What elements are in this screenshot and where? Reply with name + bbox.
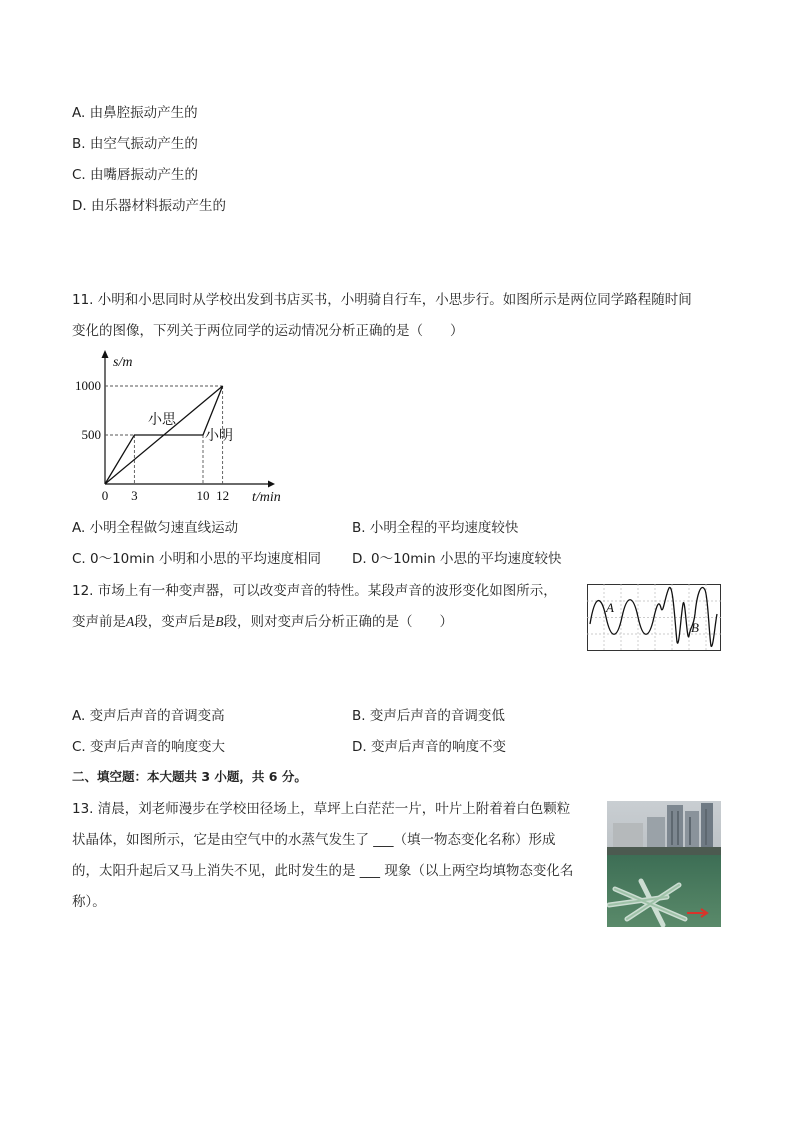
frost-grass-photo [607, 801, 721, 927]
q10-option-b: B. 由空气振动产生的 [72, 136, 198, 152]
q11-option-c: C. 0～10min 小明和小思的平均速度相同 [72, 551, 322, 567]
x-tick-label-10: 10 [196, 488, 210, 503]
q13-line2: 状晶体，如图所示，它是由空气中的水蒸气发生了 ___（填一物态变化名称）形成 [72, 832, 556, 848]
waveform-label-a: A [606, 600, 614, 615]
x-tick-label-3: 3 [131, 488, 138, 503]
section-heading-fill-in: 二、填空题：本大题共 3 小题，共 6 分。 [72, 769, 307, 784]
series-label-xiaosi: 小思 [148, 412, 176, 428]
series-label-xiaoming: 小明 [205, 428, 233, 444]
q11-option-a: A. 小明全程做匀速直线运动 [72, 520, 239, 536]
y-axis-arrow [102, 350, 109, 358]
q12-option-b: B. 变声后声音的音调变低 [352, 708, 505, 724]
y-tick-label-1000: 1000 [75, 378, 101, 393]
q10-option-c: C. 由嘴唇振动产生的 [72, 167, 199, 183]
q11-option-b: B. 小明全程的平均速度较快 [352, 520, 519, 536]
y-tick-label-500: 500 [81, 427, 101, 442]
sound-waveform-figure [587, 584, 721, 651]
q10-option-a: A. 由鼻腔振动产生的 [72, 105, 198, 121]
q10-option-d: D. 由乐器材料振动产生的 [72, 198, 226, 214]
q11-stem-line1: 11. 小明和小思同时从学校出发到书店买书，小明骑自行车，小思步行。如图所示是两位同学路程随时间 [72, 292, 692, 308]
q13-line3: 的，太阳升起后又马上消失不见，此时发生的是 ___ 现象（以上两空均填物态变化名 [72, 863, 574, 879]
q13-line1: 13. 清晨，刘老师漫步在学校田径场上，草坪上白茫茫一片，叶片上附着着白色颗粒 [72, 801, 571, 817]
x-tick-label-0: 0 [101, 488, 109, 503]
y-axis-label: s/m [113, 355, 133, 370]
q13-line4: 称）。 [72, 894, 106, 910]
q12-stem-line2: 变声前是A段，变声后是B段，则对变声后分析正确的是（ ） [72, 614, 453, 630]
q12-option-c: C. 变声后声音的响度变大 [72, 739, 226, 755]
waveform-label-b: B [691, 620, 699, 635]
q12-stem-line1: 12. 市场上有一种变声器，可以改变声音的特性。某段声音的波形变化如图所示， [72, 583, 557, 599]
q11-option-d: D. 0～10min 小思的平均速度较快 [352, 551, 562, 567]
q12-option-a: A. 变声后声音的音调变高 [72, 708, 225, 724]
q12-option-d: D. 变声后声音的响度不变 [352, 739, 506, 755]
x-axis-label: t/min [252, 490, 281, 505]
q11-stem-line2: 变化的图像，下列关于两位同学的运动情况分析正确的是（ ） [72, 323, 464, 339]
distance-time-chart [68, 346, 308, 512]
x-axis-arrow [268, 481, 275, 488]
x-tick-label-12: 12 [216, 488, 230, 503]
